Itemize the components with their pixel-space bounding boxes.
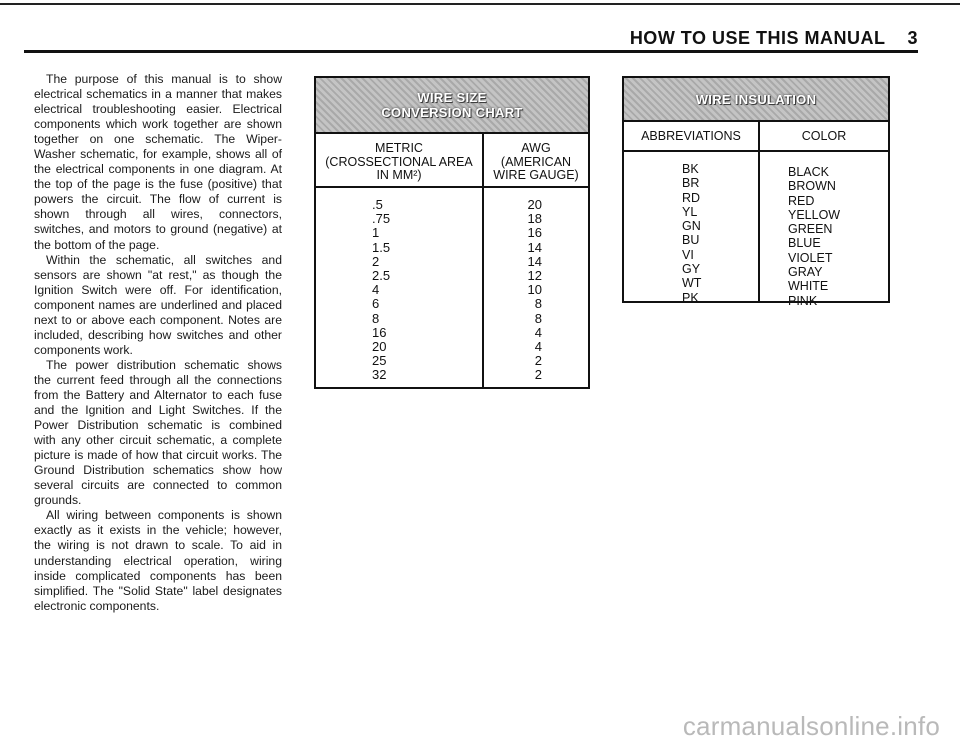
chart-header-row	[316, 134, 588, 188]
chart-body	[316, 188, 588, 387]
color-cell: BLUE	[788, 236, 821, 251]
awg-cell: 2	[534, 353, 542, 369]
header-line: (CROSSECTIONAL AREA	[325, 154, 473, 169]
abbreviations-header: ABBREVIATIONS	[624, 122, 760, 150]
awg-cell: 10	[527, 282, 542, 298]
page-header	[630, 28, 918, 49]
header-rule	[24, 50, 918, 53]
header-line: (AMERICAN	[500, 154, 572, 169]
metric-cell: 8	[372, 310, 380, 326]
insulation-body	[624, 152, 888, 308]
abbr-cell: YL	[682, 204, 698, 219]
awg-cell: 4	[534, 324, 542, 340]
wire-size-conversion-chart	[314, 76, 590, 389]
chart-title-line: CONVERSION CHART	[381, 105, 523, 120]
color-cell: PINK	[788, 293, 818, 308]
metric-header	[316, 134, 484, 186]
metric-cell: 32	[372, 367, 387, 383]
paragraph: Within the schematic, all switches and sensors are shown "at rest," as though the Ignition Switch were off. For identification, component names are underlined and placed next to or above each component. Notes are included, describing how switches and other components work.	[34, 252, 282, 357]
insulation-title: WIRE INSULATION	[695, 91, 817, 107]
color-cell: RED	[788, 193, 815, 208]
awg-column	[484, 188, 588, 387]
watermark: carmanualsonline.info	[682, 711, 940, 741]
insulation-title-band	[624, 78, 888, 122]
metric-column	[316, 188, 484, 387]
chart-title-band	[316, 78, 588, 134]
paragraph: The purpose of this manual is to show electrical schematics in a manner that makes electrical troubleshooting easier. Electrical components which work together are shown together on one schematic. The Wiper-Washer schematic, for example, shows all of the electrical components in one diagram. At the top of the page is the fuse (positive) that powers the circuit. The flow of current is shown through all wires, connectors, switches, and motors to ground (negative) at the bottom of the page.	[34, 72, 282, 252]
awg-cell: 2	[534, 367, 542, 383]
metric-cell: .75	[372, 211, 391, 227]
awg-header	[484, 134, 588, 186]
abbr-cell: BU	[682, 233, 700, 248]
color-cell: GRAY	[788, 265, 823, 280]
color-cell: BLACK	[788, 165, 829, 179]
chart-title-line: WIRE SIZE	[417, 90, 487, 105]
color-cell: BROWN	[788, 179, 836, 194]
awg-cell: 12	[527, 267, 542, 283]
awg-cell: 20	[527, 197, 542, 212]
metric-cell: .5	[372, 197, 383, 212]
header-line: IN MM²)	[376, 168, 422, 182]
awg-cell: 14	[527, 253, 542, 269]
abbreviations-column	[624, 152, 760, 303]
awg-cell: 16	[527, 225, 542, 241]
awg-cell: 8	[534, 296, 542, 312]
color-cell: YELLOW	[788, 207, 841, 222]
paragraph: All wiring between components is shown exactly as it exists in the vehicle; however, the wiring is not drawn to scale. To aid in understanding electrical operation, wiring inside complicated components has been simplified. The "Solid State" label designates electronic components.	[34, 508, 282, 613]
metric-cell: 1.5	[372, 239, 391, 255]
body-text	[34, 72, 282, 614]
awg-cell: 14	[527, 239, 542, 255]
abbr-cell: WT	[682, 276, 702, 291]
color-cell: VIOLET	[788, 250, 833, 265]
top-rule	[0, 3, 960, 5]
abbr-cell: BK	[682, 162, 699, 176]
abbr-cell: VI	[682, 247, 694, 262]
paragraph: The power distribution schematic shows the current feed through all the connections from the Battery and Alternator to each fuse and the Ignition and Light Switches. If the Power Distribution schematic is combined with any other circuit schematic, a complete picture is made of how that circuit works. The Ground Distribution schematics show how several circuits are connected to common grounds.	[34, 357, 282, 508]
awg-cell: 8	[534, 310, 542, 326]
awg-cell: 18	[527, 211, 542, 227]
metric-cell: 6	[372, 296, 380, 312]
metric-cell: 2.5	[372, 267, 391, 283]
awg-cell: 4	[534, 338, 542, 354]
abbr-cell: GY	[682, 262, 701, 277]
header-line: AWG	[521, 141, 551, 155]
metric-cell: 20	[372, 338, 387, 354]
insulation-header-row	[624, 122, 888, 152]
page-number: 3	[907, 28, 918, 48]
abbr-cell: RD	[682, 190, 701, 205]
chart-title	[381, 90, 522, 120]
color-header: COLOR	[801, 129, 847, 143]
metric-cell: 4	[372, 282, 380, 298]
page-title: HOW TO USE THIS MANUAL	[629, 28, 886, 48]
header-line: WIRE GAUGE)	[493, 168, 579, 182]
metric-cell: 2	[372, 253, 380, 269]
color-column	[760, 152, 888, 308]
metric-cell: 16	[372, 324, 387, 340]
abbr-cell: BR	[682, 176, 700, 191]
abbr-cell: GN	[682, 219, 701, 234]
wire-insulation-table	[622, 76, 890, 308]
abbr-cell: PK	[682, 290, 699, 305]
color-cell: WHITE	[788, 279, 829, 294]
metric-cell: 25	[372, 353, 387, 369]
metric-cell: 1	[372, 225, 380, 241]
header-line: METRIC	[375, 141, 423, 155]
color-cell: GREEN	[788, 222, 833, 237]
